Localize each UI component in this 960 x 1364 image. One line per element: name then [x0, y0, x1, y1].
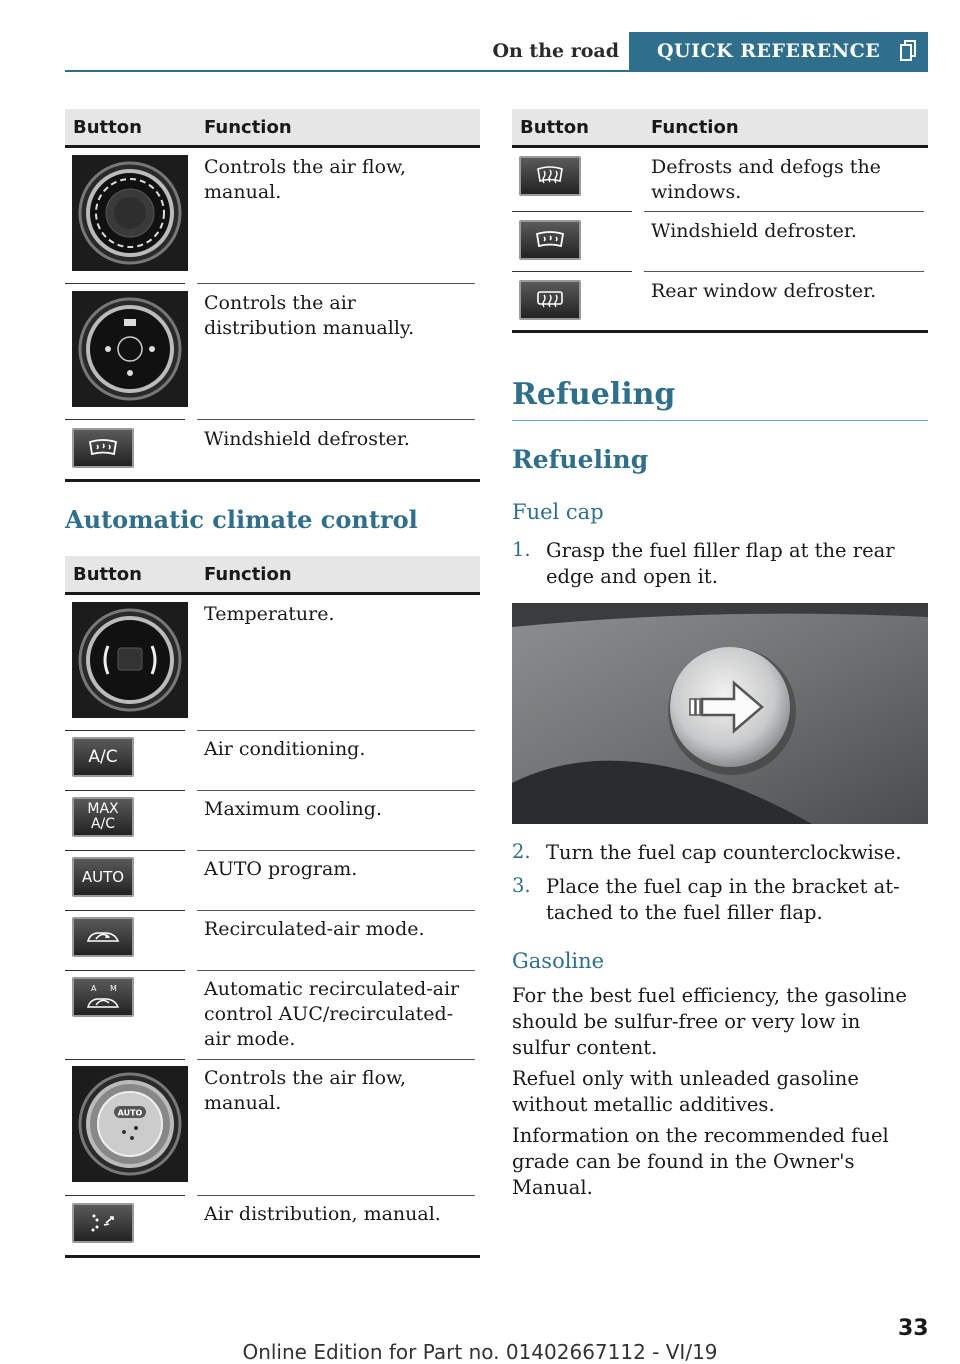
- quick-reference-label: QUICK REFERENCE: [657, 40, 881, 62]
- airflow-dial-icon: [72, 155, 188, 271]
- table-row: [65, 850, 480, 910]
- controls-table: [65, 109, 480, 480]
- table-end-rule: [512, 330, 928, 333]
- table-row: [512, 148, 928, 212]
- recirculated-air-icon: [72, 917, 134, 957]
- table-end-rule: [65, 1255, 480, 1258]
- auc-a-label: A: [91, 984, 97, 993]
- function-text: Controls the air flow, manual.: [204, 1067, 407, 1114]
- defrost-defog-icon: [519, 156, 581, 196]
- table-row: [65, 284, 480, 420]
- auto-label: AUTO: [81, 868, 125, 886]
- table-row: [65, 595, 480, 730]
- temperature-dial-icon: [72, 602, 188, 718]
- step-number: 2.: [512, 840, 531, 863]
- air-distribution-dial-icon: [72, 291, 188, 407]
- table-row: [65, 148, 480, 284]
- table-header: [65, 109, 480, 148]
- page-number: 33: [898, 1316, 929, 1341]
- subheading-fuel-cap: Fuel cap: [512, 500, 604, 524]
- step-number: 1.: [512, 538, 531, 561]
- auto-recirculation-icon: [72, 977, 134, 1017]
- column-button: Button: [520, 117, 589, 138]
- ac-sub-label: A/C: [90, 816, 116, 832]
- function-text: AUTO program.: [204, 858, 358, 880]
- gasoline-paragraph: For the best fuel efficiency, the gasoline should be sulfur-free or very low in sulfur content.: [512, 984, 907, 1059]
- ac-label: A/C: [88, 747, 118, 767]
- fuel-filler-flap-image: [512, 603, 928, 824]
- section-heading-refueling: Refueling: [512, 445, 649, 474]
- auto-button: [72, 857, 134, 897]
- knob-auto-label: AUTO: [117, 1108, 143, 1118]
- table-row: [65, 730, 480, 790]
- auto-airflow-dial-icon: [72, 1066, 188, 1182]
- climate-table: [65, 556, 480, 1255]
- table-header: [512, 109, 928, 148]
- windshield-defroster-icon: [72, 428, 134, 468]
- book-icon: [900, 40, 916, 62]
- column-function: Function: [204, 117, 292, 138]
- step-text: Grasp the fuel filler flap at the rear edge and open it.: [546, 539, 895, 588]
- rear-window-defroster-icon: [519, 280, 581, 320]
- function-text: Automatic recirculated-air control AUC/recirculated-air mode.: [204, 978, 460, 1050]
- header-section: On the road: [492, 40, 619, 62]
- function-text: Maximum cooling.: [204, 798, 382, 820]
- air-distribution-icon: [72, 1203, 134, 1243]
- table-end-rule: [65, 479, 480, 482]
- function-text: Temperature.: [204, 603, 335, 625]
- table-row: [512, 212, 928, 272]
- table-row: [65, 910, 480, 970]
- function-text: Air distribution, manual.: [204, 1203, 441, 1225]
- column-button: Button: [73, 117, 142, 138]
- gasoline-paragraph: Refuel only with unleaded gasoline without metallic additives.: [512, 1067, 859, 1116]
- function-text: Windshield defroster.: [651, 220, 857, 242]
- column-button: Button: [73, 564, 142, 585]
- ac-button: [72, 737, 134, 777]
- quick-reference-tab[interactable]: [629, 32, 928, 70]
- function-text: Air conditioning.: [204, 738, 366, 760]
- max-ac-button: [72, 797, 134, 837]
- table-row: [65, 1059, 480, 1195]
- heading-rule: [512, 420, 928, 421]
- column-function: Function: [204, 564, 292, 585]
- edition-footer: Online Edition for Part no. 01402667112 - VI/19: [242, 1340, 718, 1364]
- auc-m-label: M: [110, 984, 117, 993]
- step-text: Place the fuel cap in the bracket at-tached to the fuel filler flap.: [546, 875, 900, 924]
- table-header: [65, 556, 480, 595]
- step-text: Turn the fuel cap counterclockwise.: [546, 841, 902, 864]
- function-text: Windshield defroster.: [204, 428, 410, 450]
- chapter-heading-refueling: Refueling: [512, 377, 676, 412]
- gasoline-paragraph: Information on the recommended fuel grade can be found in the Owner's Manual.: [512, 1124, 889, 1199]
- function-text: Defrosts and defogs the windows.: [651, 156, 881, 203]
- function-text: Recirculated-air mode.: [204, 918, 425, 940]
- table-row: [65, 790, 480, 850]
- table-row: [512, 272, 928, 332]
- table-row: [65, 970, 480, 1059]
- table-row: [65, 420, 480, 480]
- windshield-defroster-icon: [519, 220, 581, 260]
- table-row: [65, 1195, 480, 1255]
- subheading-gasoline: Gasoline: [512, 949, 605, 973]
- step-number: 3.: [512, 874, 531, 897]
- header-rule: [65, 70, 928, 72]
- defroster-table: [512, 109, 928, 332]
- section-heading-climate: Automatic climate control: [65, 505, 418, 534]
- function-text: Controls the air distribution manually.: [204, 292, 415, 339]
- function-text: Controls the air flow, manual.: [204, 156, 407, 203]
- function-text: Rear window defroster.: [651, 280, 877, 302]
- column-function: Function: [651, 117, 739, 138]
- max-label: MAX: [87, 801, 119, 817]
